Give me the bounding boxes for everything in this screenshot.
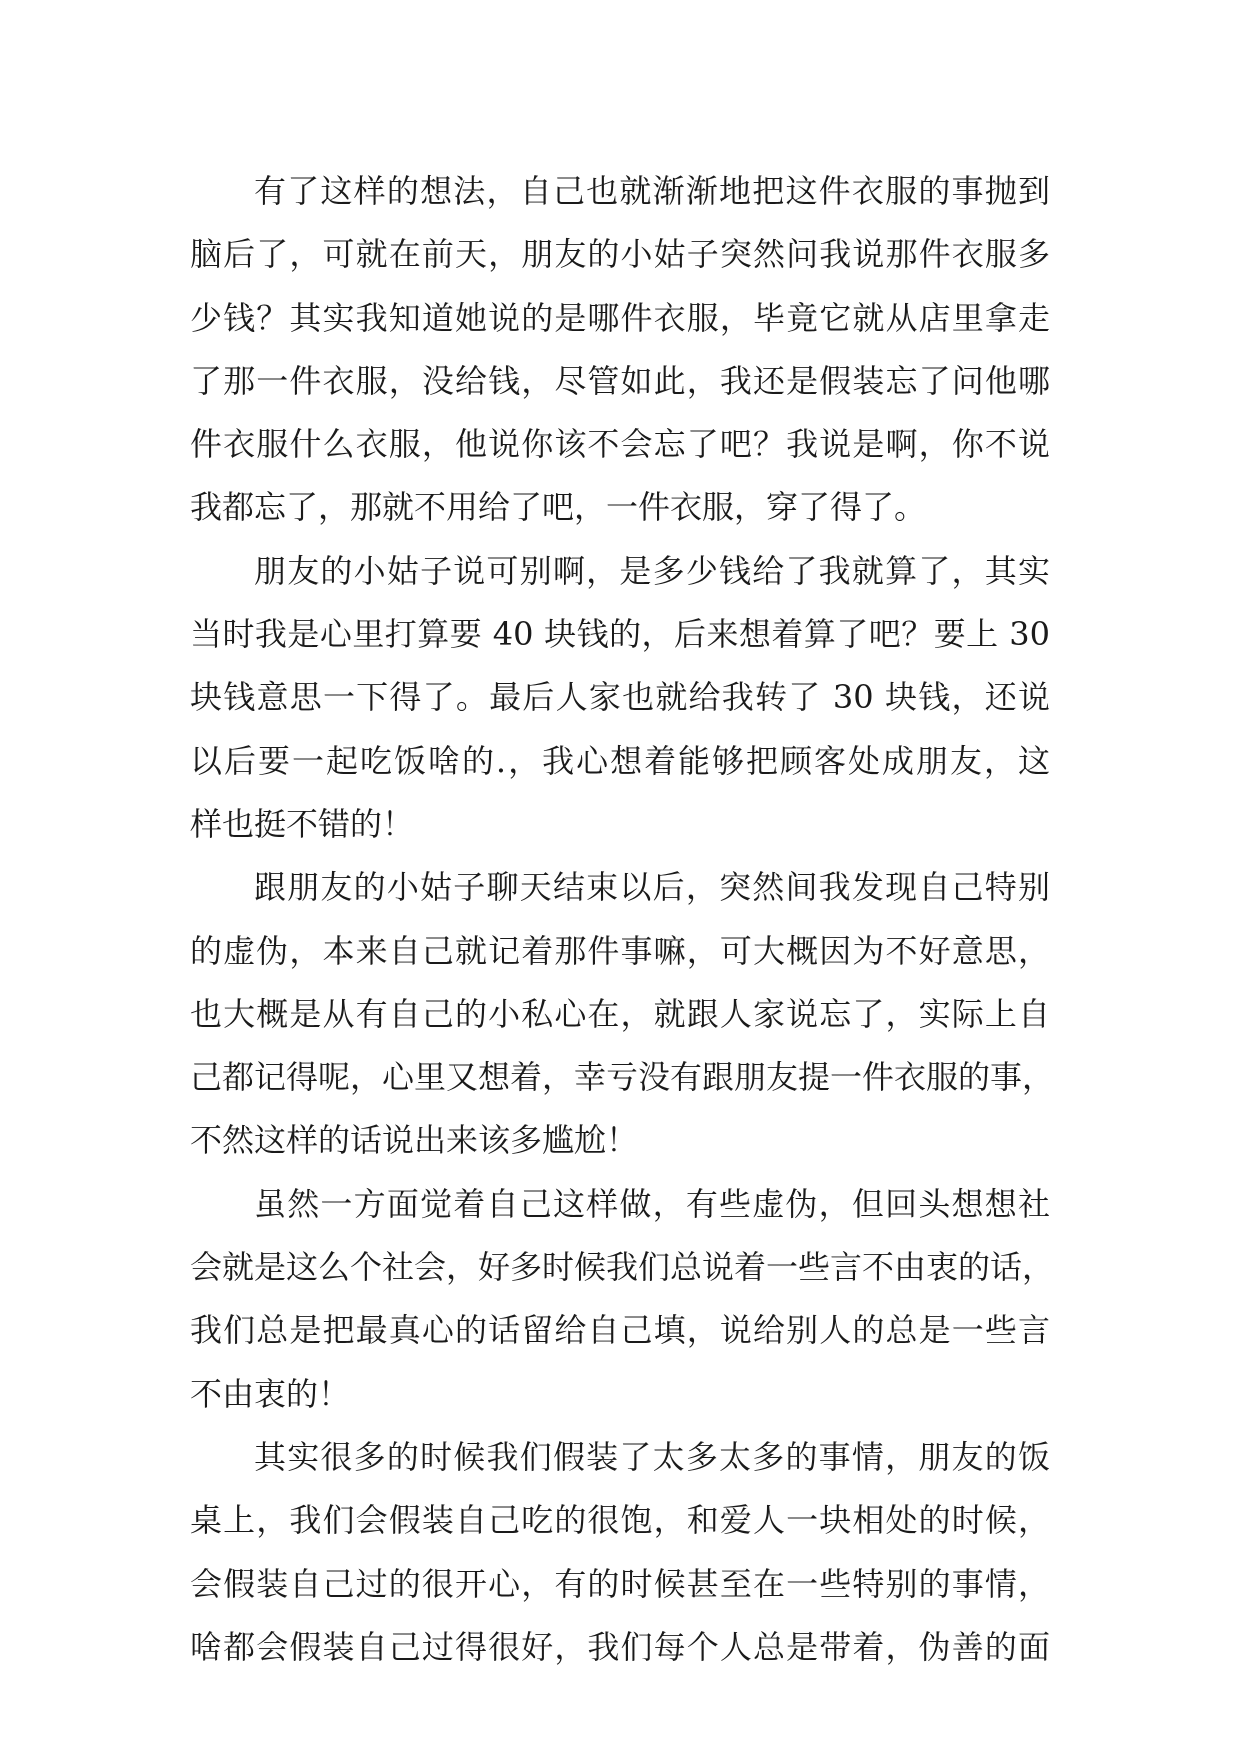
text-line: 有了这样的想法，自己也就渐渐地把这件衣服的事抛到: [254, 172, 1050, 210]
text-line: 会就是这么个社会，好多时候我们总说着一些言不由衷的话，: [190, 1248, 1055, 1287]
text-line: 块钱意思一下得了。最后人家也就给我转了 30 块钱，还说: [190, 678, 1050, 717]
text-line: 不然这样的话说出来该多尴尬！: [190, 1121, 639, 1160]
text-line: 也大概是从有自己的小私心在，就跟人家说忘了，实际上自: [190, 994, 1050, 1033]
text-line: 己都记得呢，心里又想着，幸亏没有跟朋友提一件衣服的事，: [190, 1058, 1055, 1097]
text-line: 虽然一方面觉着自己这样做，有些虚伪，但回头想想社: [254, 1184, 1050, 1223]
text-line: 桌上，我们会假装自己吃的很饱，和爱人一块相处的时候，: [190, 1501, 1050, 1540]
text-line: 其实很多的时候我们假装了太多太多的事情，朋友的饭: [254, 1437, 1050, 1476]
text-line: 跟朋友的小姑子聊天结束以后，突然间我发现自己特别: [254, 868, 1050, 907]
text-line: 不由衷的！: [190, 1374, 351, 1413]
paragraph: [190, 1426, 1050, 1679]
text-line: 的虚伪，本来自己就记着那件事嘛，可大概因为不好意思，: [190, 931, 1050, 970]
text-line: 样也挺不错的！: [190, 804, 415, 843]
text-line: 了那一件衣服，没给钱，尽管如此，我还是假装忘了问他哪: [190, 361, 1050, 400]
text-line: 朋友的小姑子说可别啊，是多少钱给了我就算了，其实: [254, 551, 1050, 590]
text-line: 当时我是心里打算要 40 块钱的，后来想着算了吧？要上 30: [190, 615, 1050, 654]
text-line: 脑后了，可就在前天，朋友的小姑子突然问我说那件衣服多: [190, 235, 1050, 274]
document-body: [190, 160, 1055, 1679]
paragraph: [190, 540, 1050, 856]
text-line: 少钱？其实我知道她说的是哪件衣服，毕竟它就从店里拿走: [190, 298, 1050, 337]
paragraph: [190, 160, 1050, 540]
paragraph: [190, 856, 1055, 1172]
text-line: 件衣服什么衣服，他说你该不会忘了吧？我说是啊，你不说: [190, 425, 1050, 464]
text-line: 啥都会假装自己过得很好，我们每个人总是带着，伪善的面: [190, 1627, 1050, 1666]
text-line: 会假装自己过的很开心，有的时候甚至在一些特别的事情，: [190, 1564, 1050, 1603]
text-line: 以后要一起吃饭啥的.，我心想着能够把顾客处成朋友，这: [190, 741, 1050, 780]
text-line: 我们总是把最真心的话留给自己填，说给别人的总是一些言: [190, 1311, 1050, 1350]
paragraph: [190, 1173, 1055, 1426]
text-line: 我都忘了，那就不用给了吧，一件衣服，穿了得了。: [190, 488, 927, 527]
